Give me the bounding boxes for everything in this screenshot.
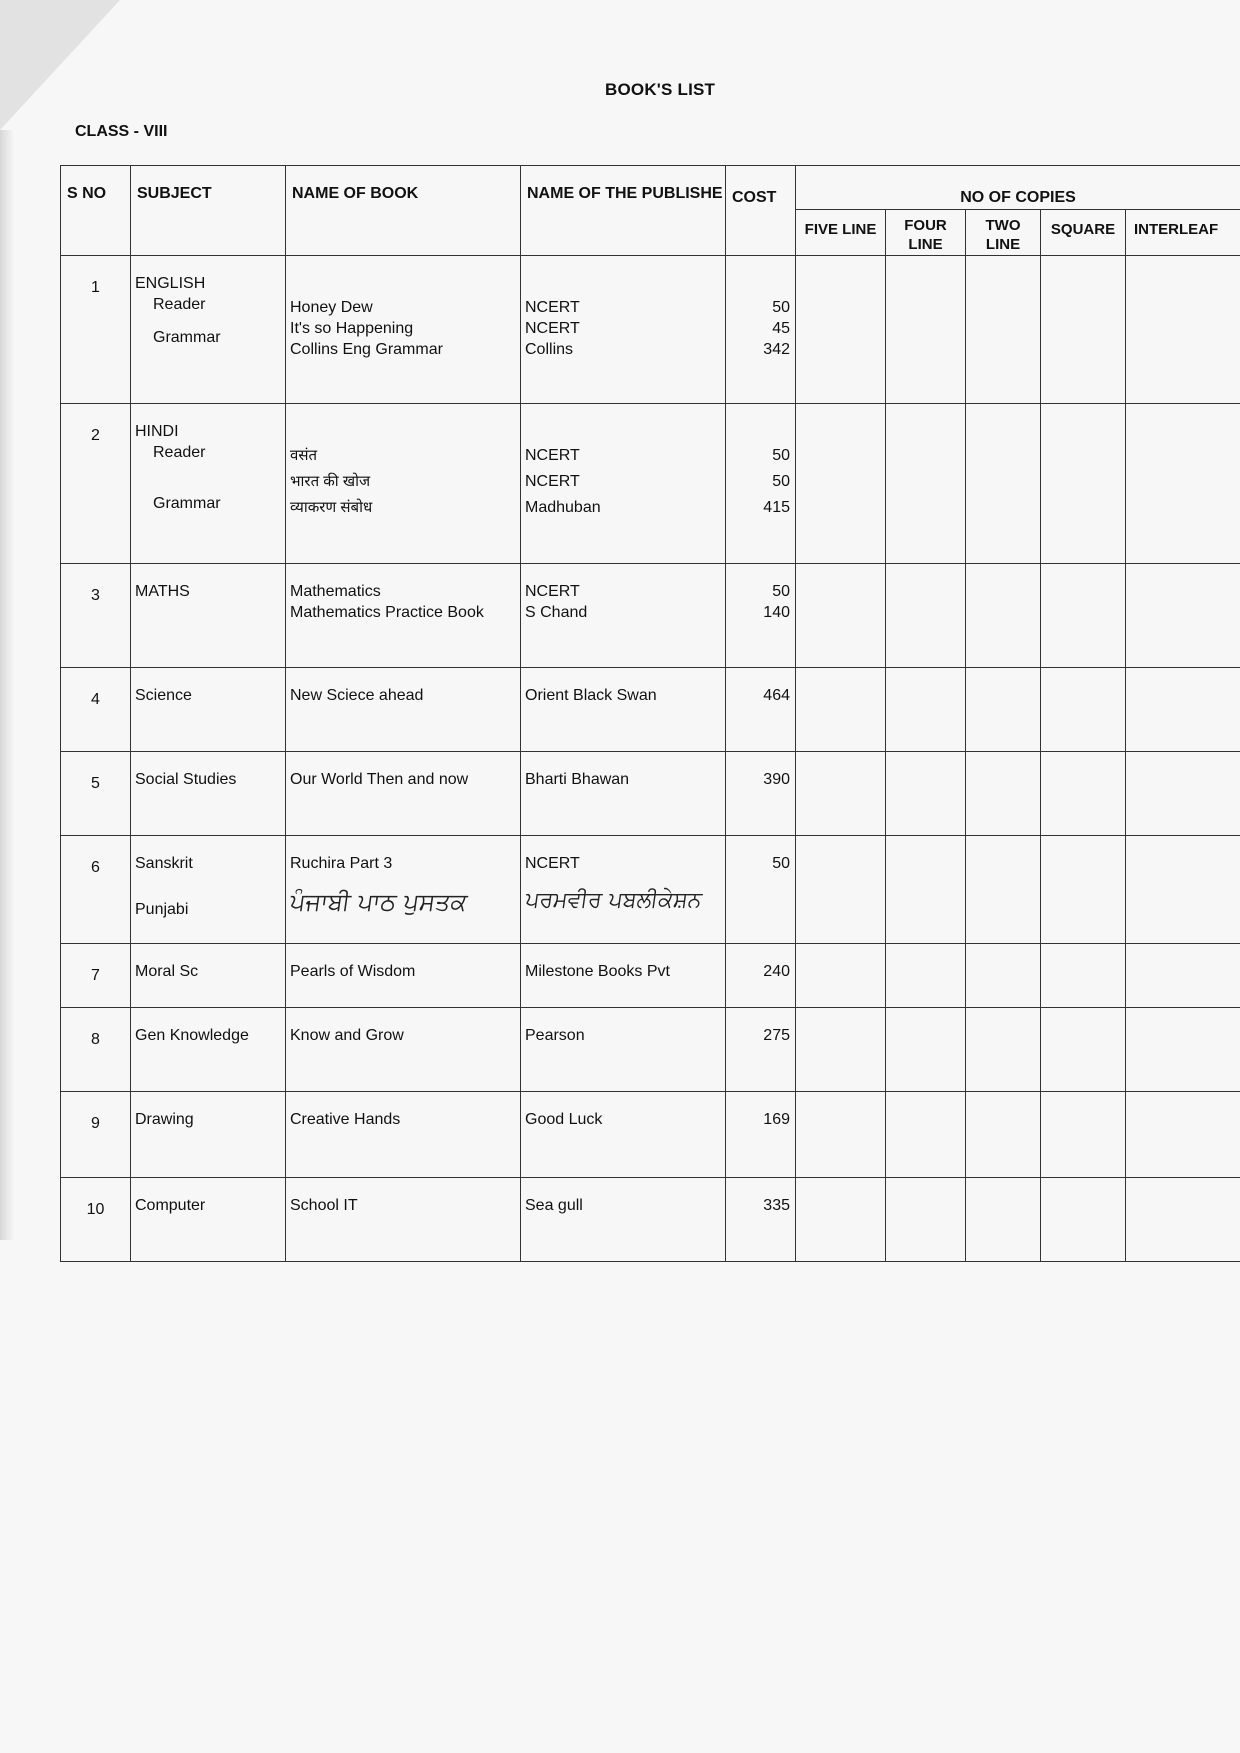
subject-sub: Grammar (153, 494, 221, 512)
header-four-line: FOUR LINE (886, 209, 966, 255)
copies-interleaf-cell[interactable] (1126, 835, 1240, 943)
row-subject (131, 943, 286, 1007)
book-name: Creative Hands (290, 1110, 401, 1128)
cost-value: 50 (772, 472, 790, 490)
publisher-name: Bharti Bhawan (525, 770, 630, 788)
row-book (286, 667, 521, 751)
books-table (60, 165, 1240, 1262)
copies-square-cell[interactable] (1041, 943, 1126, 1007)
row-subject (131, 255, 286, 403)
book-name: Mathematics Practice Book (290, 603, 484, 621)
copies-two-line-cell[interactable] (966, 563, 1041, 667)
row-sno: 6 (61, 835, 131, 943)
row-cost (726, 667, 796, 751)
cost-value: 50 (772, 854, 790, 872)
row-subject (131, 1177, 286, 1261)
page-title: BOOK'S LIST (605, 80, 716, 99)
book-name: Ruchira Part 3 (290, 854, 393, 872)
cost-value: 169 (763, 1110, 790, 1128)
copies-interleaf-cell[interactable] (1126, 403, 1240, 563)
publisher-name: NCERT (525, 298, 580, 316)
row-sno: 2 (61, 403, 131, 563)
row-publisher (521, 255, 726, 403)
row-publisher (521, 403, 726, 563)
publisher-name: NCERT (525, 472, 580, 490)
copies-square-cell[interactable] (1041, 667, 1126, 751)
copies-two-line-cell[interactable] (966, 667, 1041, 751)
subject-name: MATHS (135, 582, 190, 600)
row-publisher (521, 1177, 726, 1261)
copies-five-line-cell[interactable] (796, 943, 886, 1007)
cost-value: 140 (763, 603, 790, 621)
cost-value: 415 (763, 498, 790, 516)
handwritten-publisher-name: ਪਰਮਵੀਰ ਪਬਲੀਕੇਸ਼ਨ (523, 887, 704, 913)
row-book (286, 835, 521, 943)
book-name: Our World Then and now (290, 770, 469, 788)
subject-name: Moral Sc (135, 962, 199, 980)
header-copies: NO OF COPIES (796, 166, 1240, 210)
copies-five-line-cell[interactable] (796, 255, 886, 403)
copies-four-line-cell[interactable] (886, 835, 966, 943)
copies-five-line-cell[interactable] (796, 667, 886, 751)
row-book (286, 943, 521, 1007)
copies-four-line-cell[interactable] (886, 1091, 966, 1177)
row-sno: 8 (61, 1007, 131, 1091)
book-name: New Sciece ahead (290, 686, 424, 704)
class-label: CLASS - VIII (75, 123, 168, 140)
header-five-line: FIVE LINE (796, 209, 886, 255)
copies-two-line-cell[interactable] (966, 751, 1041, 835)
row-publisher (521, 1091, 726, 1177)
copies-four-line-cell[interactable] (886, 563, 966, 667)
copies-five-line-cell[interactable] (796, 835, 886, 943)
cost-value: 342 (763, 340, 790, 358)
publisher-name: S Chand (525, 603, 588, 621)
publisher-name: NCERT (525, 854, 580, 872)
row-sno: 5 (61, 751, 131, 835)
copies-five-line-cell[interactable] (796, 403, 886, 563)
row-cost (726, 563, 796, 667)
cost-value: 50 (772, 446, 790, 464)
book-name: Honey Dew (290, 298, 373, 316)
subject-name: Gen Knowledge (135, 1026, 249, 1044)
row-book (286, 563, 521, 667)
table-row (61, 835, 1240, 943)
publisher-name: NCERT (525, 446, 580, 464)
header-book: NAME OF BOOK (286, 166, 521, 256)
handwritten-book-name: ਪੰਜਾਬੀ ਪਾਠ ਪੁਸਤਕ (288, 887, 470, 916)
publisher-name: NCERT (525, 582, 580, 600)
table-row (61, 1177, 1240, 1261)
row-book (286, 1091, 521, 1177)
row-cost (726, 835, 796, 943)
row-book (286, 751, 521, 835)
copies-two-line-cell[interactable] (966, 1091, 1041, 1177)
subject-name: Drawing (135, 1110, 194, 1128)
row-sno: 1 (61, 255, 131, 403)
cost-value: 275 (763, 1026, 790, 1044)
table-row (61, 1007, 1240, 1091)
table-row (61, 403, 1240, 563)
subject-sub: Grammar (153, 328, 221, 346)
copies-interleaf-cell[interactable] (1126, 667, 1240, 751)
book-name: भारत की खोज (290, 472, 371, 490)
copies-interleaf-cell[interactable] (1126, 1177, 1240, 1261)
copies-interleaf-cell[interactable] (1126, 751, 1240, 835)
copies-interleaf-cell[interactable] (1126, 255, 1240, 403)
row-publisher (521, 1007, 726, 1091)
publisher-name: Madhuban (525, 498, 601, 516)
copies-two-line-cell[interactable] (966, 403, 1041, 563)
copies-interleaf-cell[interactable] (1126, 563, 1240, 667)
row-cost (726, 751, 796, 835)
book-name: Mathematics (290, 582, 381, 600)
table-row (61, 943, 1240, 1007)
table-row (61, 751, 1240, 835)
row-subject (131, 563, 286, 667)
row-sno: 3 (61, 563, 131, 667)
copies-square-cell[interactable] (1041, 255, 1126, 403)
row-subject (131, 1091, 286, 1177)
cost-value: 335 (763, 1196, 790, 1214)
row-publisher (521, 835, 726, 943)
cost-value: 45 (772, 319, 790, 337)
copies-two-line-cell[interactable] (966, 255, 1041, 403)
row-sno: 9 (61, 1091, 131, 1177)
subject-sub: Reader (153, 295, 206, 313)
table-row (61, 255, 1240, 403)
copies-two-line-cell[interactable] (966, 1007, 1041, 1091)
row-publisher (521, 667, 726, 751)
cost-value: 50 (772, 298, 790, 316)
scan-edge-shadow (0, 130, 14, 1240)
subject-name: Punjabi (135, 900, 189, 918)
copies-square-cell[interactable] (1041, 563, 1126, 667)
header-two-line: TWO LINE (966, 209, 1041, 255)
copies-square-cell[interactable] (1041, 1177, 1126, 1261)
subject-name: Social Studies (135, 770, 237, 788)
copies-square-cell[interactable] (1041, 835, 1126, 943)
copies-four-line-cell[interactable] (886, 403, 966, 563)
publisher-name: Sea gull (525, 1196, 583, 1214)
copies-four-line-cell[interactable] (886, 1007, 966, 1091)
row-sno: 4 (61, 667, 131, 751)
row-publisher (521, 563, 726, 667)
subject-name: ENGLISH (135, 274, 206, 292)
folded-corner (0, 0, 120, 130)
row-book (286, 403, 521, 563)
copies-five-line-cell[interactable] (796, 563, 886, 667)
copies-five-line-cell[interactable] (796, 1007, 886, 1091)
copies-square-cell[interactable] (1041, 1091, 1126, 1177)
row-cost (726, 1007, 796, 1091)
table-row (61, 1091, 1240, 1177)
row-book (286, 255, 521, 403)
subject-name: HINDI (135, 422, 179, 440)
header-publisher: NAME OF THE PUBLISHE (521, 166, 726, 256)
book-name: Know and Grow (290, 1026, 404, 1044)
copies-five-line-cell[interactable] (796, 1091, 886, 1177)
cost-value: 50 (772, 582, 790, 600)
copies-two-line-cell[interactable] (966, 835, 1041, 943)
subject-name: Sanskrit (135, 854, 193, 872)
book-name: Collins Eng Grammar (290, 340, 443, 358)
copies-two-line-cell[interactable] (966, 943, 1041, 1007)
row-cost (726, 255, 796, 403)
row-book (286, 1177, 521, 1261)
publisher-name: Milestone Books Pvt (525, 962, 670, 980)
publisher-name: Good Luck (525, 1110, 603, 1128)
book-name: Pearls of Wisdom (290, 962, 416, 980)
copies-five-line-cell[interactable] (796, 751, 886, 835)
header-row-top (61, 166, 1240, 210)
row-subject (131, 403, 286, 563)
row-cost (726, 403, 796, 563)
publisher-name: Collins (525, 340, 574, 358)
copies-square-cell[interactable] (1041, 403, 1126, 563)
copies-interleaf-cell[interactable] (1126, 1007, 1240, 1091)
header-cost: COST (726, 166, 796, 256)
copies-interleaf-cell[interactable] (1126, 943, 1240, 1007)
copies-four-line-cell[interactable] (886, 1177, 966, 1261)
cost-value: 390 (763, 770, 790, 788)
row-subject (131, 1007, 286, 1091)
book-name: वसंत (290, 446, 318, 464)
subject-sub: Reader (153, 443, 206, 461)
row-cost (726, 943, 796, 1007)
book-name: It's so Happening (290, 319, 414, 337)
book-name: School IT (290, 1196, 358, 1214)
cost-value: 240 (763, 962, 790, 980)
header-subject: SUBJECT (131, 166, 286, 256)
book-name: व्याकरण संबोध (290, 498, 373, 516)
copies-four-line-cell[interactable] (886, 667, 966, 751)
row-cost (726, 1091, 796, 1177)
publisher-name: NCERT (525, 319, 580, 337)
row-publisher (521, 751, 726, 835)
copies-square-cell[interactable] (1041, 751, 1126, 835)
copies-four-line-cell[interactable] (886, 943, 966, 1007)
copies-five-line-cell[interactable] (796, 1177, 886, 1261)
header-sno: S NO (61, 166, 131, 256)
copies-square-cell[interactable] (1041, 1007, 1126, 1091)
header-square: SQUARE (1041, 209, 1126, 255)
row-subject (131, 835, 286, 943)
row-publisher (521, 943, 726, 1007)
subject-name: Computer (135, 1196, 206, 1214)
row-subject (131, 667, 286, 751)
copies-two-line-cell[interactable] (966, 1177, 1041, 1261)
row-book (286, 1007, 521, 1091)
table-row (61, 667, 1240, 751)
copies-four-line-cell[interactable] (886, 255, 966, 403)
table-row (61, 563, 1240, 667)
copies-interleaf-cell[interactable] (1126, 1091, 1240, 1177)
row-subject (131, 751, 286, 835)
row-cost (726, 1177, 796, 1261)
header-interleaf: INTERLEAF (1126, 209, 1240, 255)
publisher-name: Pearson (525, 1026, 585, 1044)
row-sno: 7 (61, 943, 131, 1007)
row-sno: 10 (61, 1177, 131, 1261)
copies-four-line-cell[interactable] (886, 751, 966, 835)
subject-name: Science (135, 686, 192, 704)
cost-value: 464 (763, 686, 790, 704)
publisher-name: Orient Black Swan (525, 686, 657, 704)
